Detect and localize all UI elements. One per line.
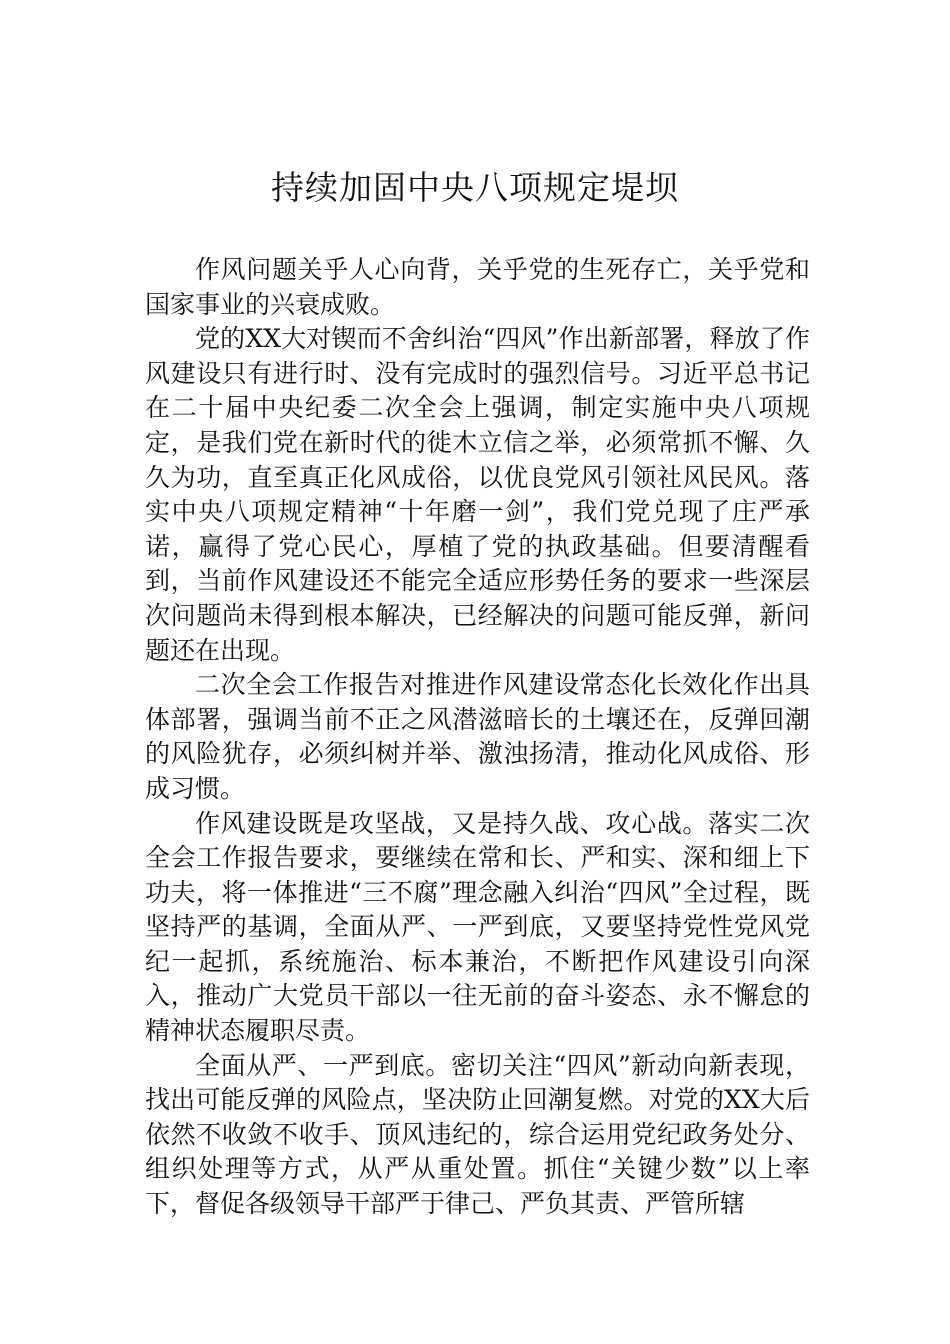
paragraph: 党的XX大对锲而不舍纠治“四风”作出新部署，释放了作风建设只有进行时、没有完成时的强烈信号。习近平总书记在二十届中央纪委二次全会上强调，制定实施中央八项规定，是我们党在新时代的徙木立信之举，必须常抓不懈、久久为功，直至真正化风成俗，以优良党风引领社风民风。落实中央八项规定精神“十年磨一剑”，我们党兑现了庄严承诺，赢得了党心民心，厚植了党的执政基础。但要清醒看到，当前作风建设还不能完全适应形势任务的要求一些深层次问题尚未得到根本解决，已经解决的问题可能反弹，新问题还在出现。 [145, 324, 810, 665]
document-title: 持续加固中央八项规定堤坝 [271, 168, 679, 207]
paragraph: 作风问题关乎人心向背，关乎党的生死存亡，关乎党和国家事业的兴衰成败。 [145, 255, 810, 319]
document-body [145, 253, 810, 1222]
paragraph: 作风建设既是攻坚战，又是持久战、攻心战。落实二次全会工作报告要求，要继续在常和长、严和实、深和细上下功夫，将一体推进“三不腐”理念融入纠治“四风”全过程，既坚持严的基调，全面从严、一严到底，又要坚持党性党风党纪一起抓，系统施治、标本兼治，不断把作风建设引向深入，推动广大党员干部以一往无前的奋斗姿态、永不懈怠的精神状态履职尽责。 [145, 808, 810, 1046]
paragraph: 全面从严、一严到底。密切关注“四风”新动向新表现，找出可能反弹的风险点，坚决防止回潮复燃。对党的XX大后依然不收敛不收手、顶风违纪的，综合运用党纪政务处分、组织处理等方式，从严从重处置。抓住“关键少数”以上率下，督促各级领导干部严于律己、严负其责、严管所辖 [145, 1050, 810, 1219]
paragraph: 二次全会工作报告对推进作风建设常态化长效化作出具体部署，强调当前不正之风潜滋暗长的土壤还在，反弹回潮的风险犹存，必须纠树并举、激浊扬清，推动化风成俗、形成习惯。 [145, 670, 810, 803]
